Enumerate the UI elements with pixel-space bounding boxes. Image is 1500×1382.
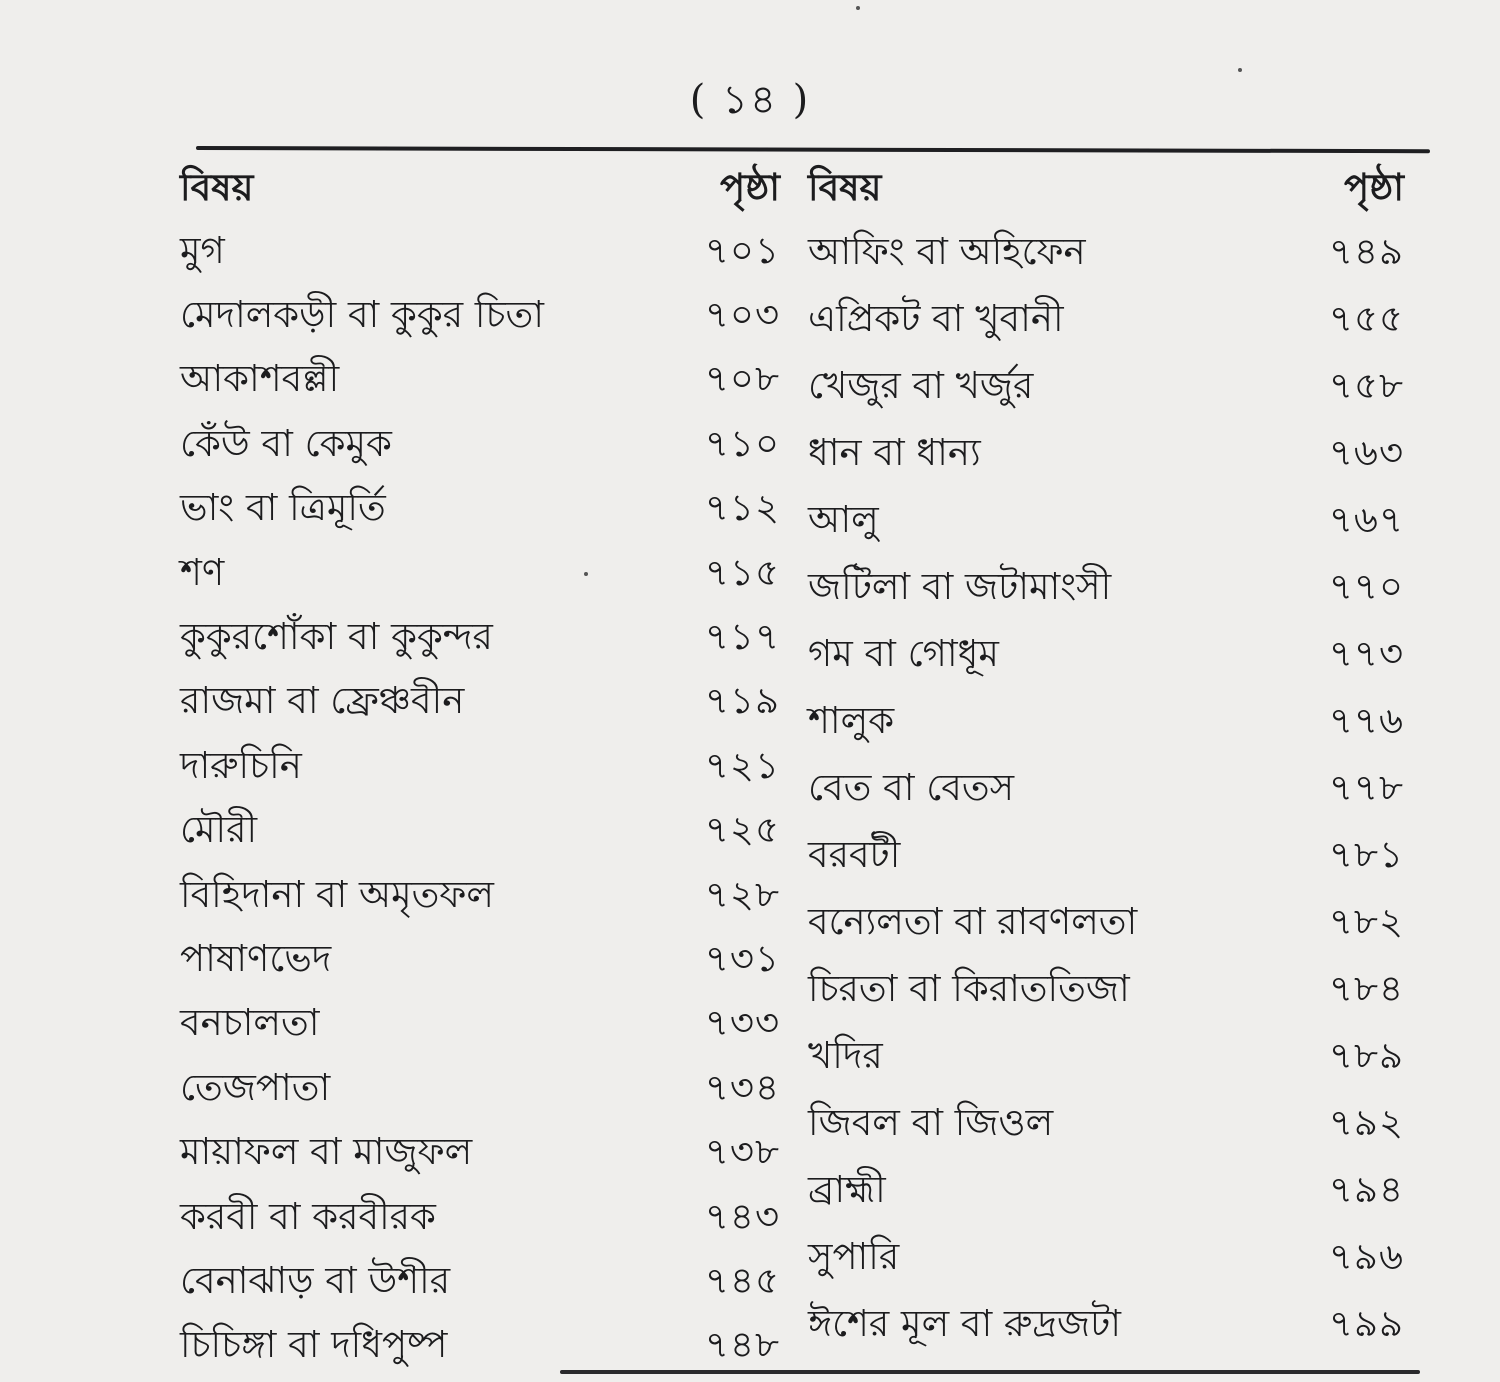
header-rule [196, 146, 1430, 153]
entry-title: বেনাঝাড় বা উশীর [180, 1258, 451, 1302]
entry-page-number: ৭৩৩ [704, 1001, 780, 1045]
page-heading: পৃষ্ঠা [720, 164, 780, 209]
page-heading: পৃষ্ঠা [1344, 164, 1404, 209]
entry-title: মুগ [180, 228, 225, 272]
entry-title: কুকুরশোঁকা বা কুকুন্দর [180, 615, 493, 659]
toc-entries-left [180, 220, 780, 1379]
toc-entry [180, 220, 780, 284]
toc-entry [808, 1225, 1404, 1292]
entry-title: জিবল বা জিওল [808, 1101, 1054, 1144]
entry-title: তেজপাতা [180, 1065, 331, 1109]
toc-entry [808, 421, 1404, 488]
entry-title: ধান বা ধান্য [808, 431, 981, 474]
entry-page-number: ৭৬৭ [1328, 498, 1404, 541]
entry-page-number: ৭৪৮ [704, 1323, 780, 1367]
entry-title: আফিং বা অহিফেন [808, 230, 1086, 273]
entry-title: দারুচিনি [180, 743, 302, 787]
toc-column-left [180, 158, 780, 1379]
entry-title: চিরতা বা কিরাততিজা [808, 967, 1130, 1010]
entry-page-number: ৭৪৩ [704, 1194, 780, 1238]
toc-entry [180, 542, 780, 606]
entry-title: করবী বা করবীরক [180, 1194, 436, 1238]
entry-page-number: ৭২৫ [704, 808, 780, 852]
toc-entry [808, 1292, 1404, 1359]
entry-title: বনচালতা [180, 1001, 320, 1045]
entry-page-number: ৭৯৬ [1328, 1235, 1404, 1278]
entry-title: গম বা গোধূম [808, 632, 999, 675]
subject-heading: বিষয় [180, 164, 254, 209]
toc-entry [808, 220, 1404, 287]
entry-title: শণ [180, 550, 225, 594]
toc-entry [808, 1091, 1404, 1158]
entry-title: ব্রাহ্মী [808, 1168, 886, 1211]
toc-entry [180, 606, 780, 670]
toc-entry [180, 800, 780, 864]
entry-title: এপ্রিকট বা খুবানী [808, 297, 1064, 340]
entry-title: চিচিঙ্গা বা দধিপুষ্প [180, 1323, 448, 1367]
entry-page-number: ৭৭৬ [1328, 699, 1404, 742]
entry-page-number: ৭৯২ [1328, 1101, 1404, 1144]
entry-page-number: ৭০৩ [704, 293, 780, 337]
entry-page-number: ৭৩১ [704, 936, 780, 980]
toc-entries-right [808, 220, 1404, 1359]
entry-page-number: ৭৩৪ [704, 1065, 780, 1109]
entry-page-number: ৭৯৯ [1328, 1302, 1404, 1345]
toc-entry [808, 354, 1404, 421]
toc-entry [180, 284, 780, 348]
entry-title: বেত বা বেতস [808, 766, 1015, 809]
toc-entry [808, 957, 1404, 1024]
entry-page-number: ৭১২ [704, 486, 780, 530]
entry-page-number: ৭৮১ [1328, 833, 1404, 876]
entry-page-number: ৭৪৯ [1328, 230, 1404, 273]
print-speck [1238, 68, 1242, 72]
footer-rule [560, 1370, 1420, 1374]
entry-title: আকাশবল্লী [180, 357, 340, 401]
print-speck [856, 6, 860, 10]
toc-entry [808, 890, 1404, 957]
entry-page-number: ৭১৭ [704, 615, 780, 659]
toc-entry [180, 478, 780, 542]
entry-title: পাষাণভেদ [180, 936, 332, 980]
toc-entry [180, 993, 780, 1057]
entry-title: খদির [808, 1034, 883, 1077]
toc-entry [808, 689, 1404, 756]
entry-page-number: ৭৫৫ [1328, 297, 1404, 340]
entry-title: মায়াফল বা মাজুফল [180, 1130, 473, 1174]
entry-title: শালুক [808, 699, 895, 742]
column-header [180, 158, 780, 220]
toc-entry [180, 1250, 780, 1314]
entry-page-number: ৭৮৪ [1328, 967, 1404, 1010]
entry-title: মৌরী [180, 808, 258, 852]
toc-entry [180, 671, 780, 735]
toc-entry [808, 555, 1404, 622]
entry-page-number: ৭৮২ [1328, 900, 1404, 943]
entry-title: ঈশের মূল বা রুদ্রজটা [808, 1302, 1121, 1345]
entry-page-number: ৭১৯ [704, 679, 780, 723]
entry-title: বিহিদানা বা অমৃতফল [180, 872, 494, 916]
entry-title: ভাং বা ত্রিমূর্তি [180, 486, 386, 530]
toc-entry [808, 1158, 1404, 1225]
toc-entry [808, 756, 1404, 823]
entry-title: সুপারি [808, 1235, 900, 1278]
entry-page-number: ৭৪৫ [704, 1258, 780, 1302]
toc-entry [180, 1057, 780, 1121]
entry-page-number: ৭২১ [704, 743, 780, 787]
entry-title: খেজুর বা খর্জুর [808, 364, 1034, 407]
toc-entry [180, 735, 780, 799]
entry-page-number: ৭৮৯ [1328, 1034, 1404, 1077]
toc-entry [808, 1024, 1404, 1091]
entry-title: রাজমা বা ফ্রেঞ্চবীন [180, 679, 465, 723]
entry-page-number: ৭৭৮ [1328, 766, 1404, 809]
entry-page-number: ৭২৮ [704, 872, 780, 916]
entry-page-number: ৭০৮ [704, 357, 780, 401]
entry-page-number: ৭৫৮ [1328, 364, 1404, 407]
entry-page-number: ৭৬৩ [1328, 431, 1404, 474]
toc-entry [180, 928, 780, 992]
toc-column-right [808, 158, 1404, 1359]
toc-entry [808, 488, 1404, 555]
entry-title: মেদালকড়ী বা কুকুর চিতা [180, 293, 544, 337]
entry-title: আলু [808, 498, 879, 541]
page-number: ( ১৪ ) [689, 77, 811, 123]
entry-page-number: ৭১০ [704, 421, 780, 465]
entry-title: বন্যেলতা বা রাবণলতা [808, 900, 1138, 943]
toc-entry [808, 622, 1404, 689]
toc-entry [180, 864, 780, 928]
subject-heading: বিষয় [808, 164, 882, 209]
toc-entry [180, 1186, 780, 1250]
print-speck [584, 572, 588, 576]
entry-title: কেঁউ বা কেমুক [180, 421, 392, 465]
toc-entry [808, 823, 1404, 890]
entry-page-number: ৭৭৩ [1328, 632, 1404, 675]
entry-page-number: ৭১৫ [704, 550, 780, 594]
toc-entry [808, 287, 1404, 354]
entry-page-number: ৭৩৮ [704, 1130, 780, 1174]
entry-page-number: ৭৭০ [1328, 565, 1404, 608]
toc-entry [180, 349, 780, 413]
entry-page-number: ৭০১ [704, 228, 780, 272]
toc-entry [180, 1121, 780, 1185]
toc-entry [180, 413, 780, 477]
entry-title: জটিলা বা জটামাংসী [808, 565, 1112, 608]
column-header [808, 158, 1404, 220]
entry-page-number: ৭৯৪ [1328, 1168, 1404, 1211]
entry-title: বরবটী [808, 833, 901, 876]
